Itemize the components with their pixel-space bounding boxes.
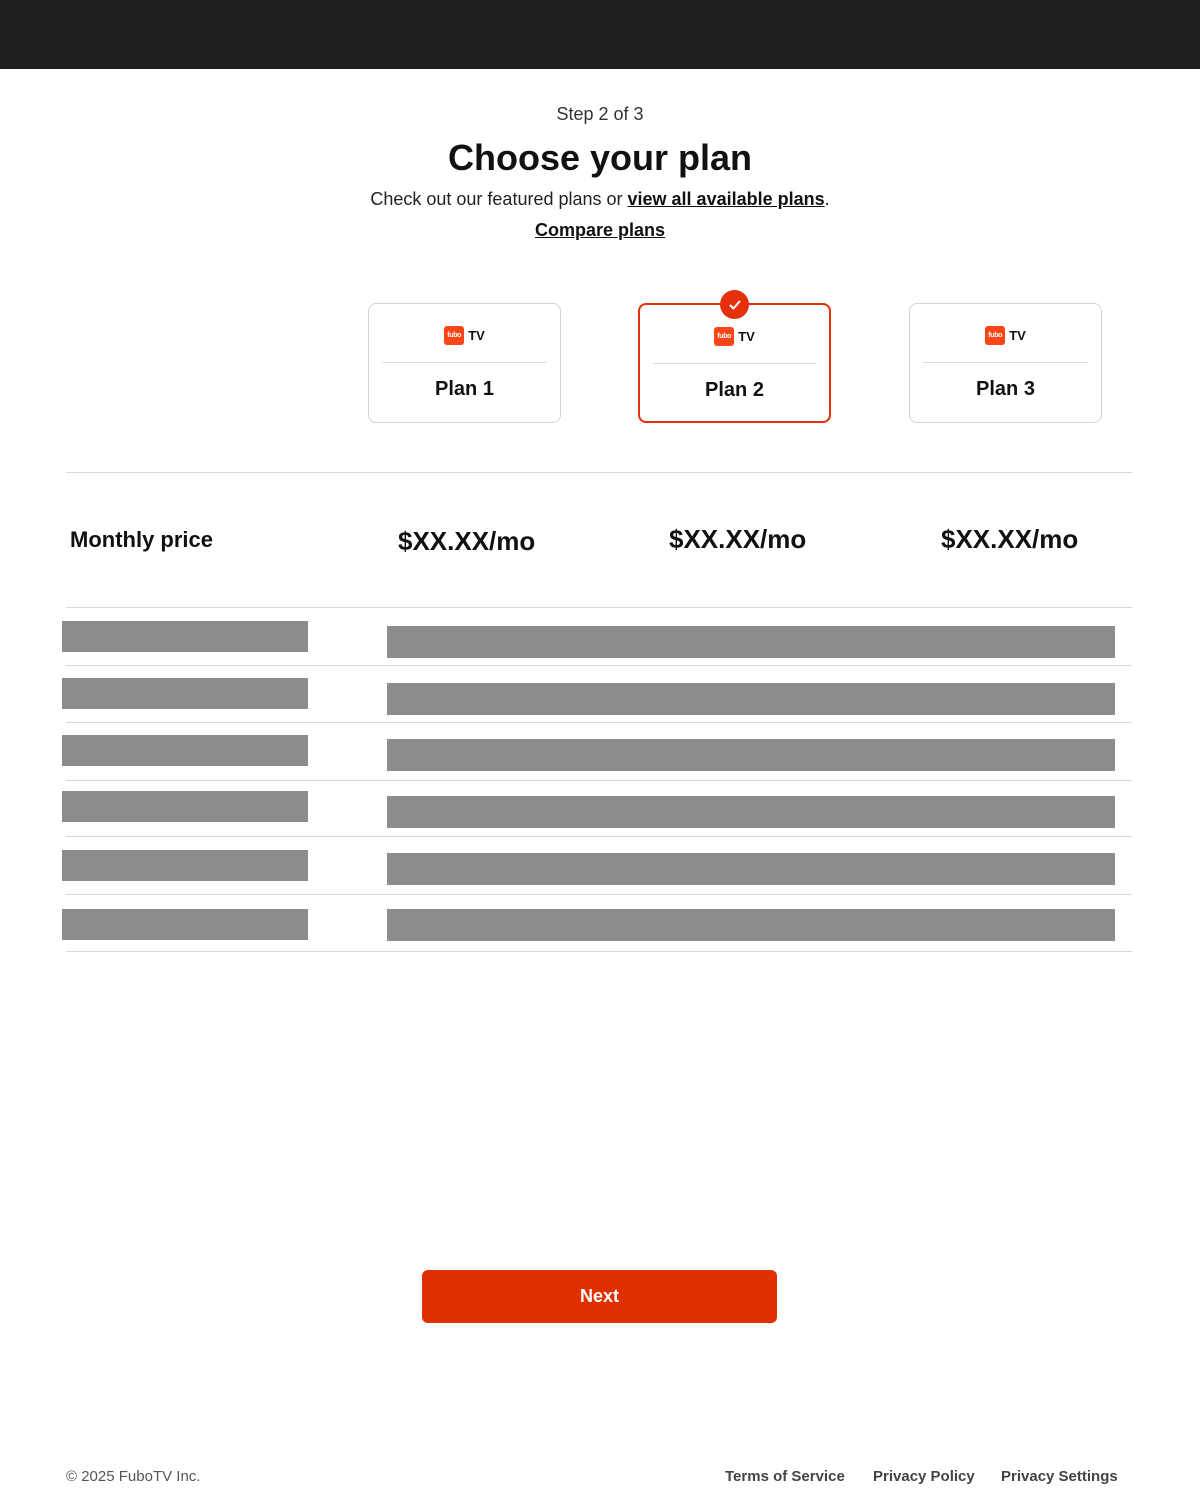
table-divider	[66, 665, 1132, 666]
redacted-feature-value	[387, 683, 1115, 715]
plan-3-price: $XX.XX/mo	[941, 524, 1079, 554]
plan-name: Plan 1	[435, 378, 494, 400]
next-button[interactable]: Next	[422, 1270, 777, 1323]
tv-logo-text: TV	[468, 328, 485, 343]
view-all-plans-link[interactable]: view all available plans	[627, 189, 825, 209]
table-divider	[66, 951, 1132, 952]
plan-card-3[interactable]	[909, 303, 1102, 423]
copyright: © 2025 FuboTV Inc.	[66, 1468, 201, 1485]
terms-of-service-link[interactable]: Terms of Service	[725, 1468, 845, 1485]
fubo-tv-logo	[910, 326, 1101, 345]
fubo-logo-box: fubo	[985, 326, 1005, 345]
table-divider	[66, 894, 1132, 895]
plan-1-price: $XX.XX/mo	[398, 526, 536, 556]
table-divider	[66, 607, 1132, 608]
plan-card-1[interactable]	[368, 303, 561, 423]
page-title: Choose your plan	[447, 137, 753, 178]
card-divider	[653, 363, 816, 364]
fubo-logo-box: fubo	[714, 327, 734, 346]
card-divider	[382, 362, 547, 363]
table-divider	[66, 836, 1132, 837]
redacted-feature-label	[62, 678, 308, 709]
fubo-logo-box: fubo	[444, 326, 464, 345]
fubo-tv-logo	[640, 327, 829, 346]
intro-suffix: .	[824, 189, 830, 209]
redacted-feature-value	[387, 626, 1115, 658]
compare-plans-link[interactable]: Compare plans	[534, 220, 666, 240]
table-divider	[66, 722, 1132, 723]
plan-name: Plan 3	[976, 378, 1035, 400]
fubo-tv-logo	[369, 326, 560, 345]
selected-check-icon	[720, 290, 749, 319]
tv-logo-text: TV	[738, 329, 755, 344]
table-divider	[66, 780, 1132, 781]
plan-card-2[interactable]	[638, 303, 831, 423]
redacted-feature-label	[62, 621, 308, 652]
redacted-feature-value	[387, 909, 1115, 941]
privacy-policy-link[interactable]: Privacy Policy	[873, 1468, 975, 1485]
monthly-price-label: Monthly price	[70, 527, 214, 552]
top-bar	[0, 0, 1200, 69]
redacted-feature-label	[62, 850, 308, 881]
privacy-settings-link[interactable]: Privacy Settings	[1001, 1468, 1118, 1485]
table-divider	[66, 472, 1132, 473]
plan-2-price: $XX.XX/mo	[669, 524, 807, 554]
tv-logo-text: TV	[1009, 328, 1026, 343]
intro-text	[0, 189, 1200, 210]
redacted-feature-label	[62, 909, 308, 940]
redacted-feature-label	[62, 791, 308, 822]
redacted-feature-value	[387, 853, 1115, 885]
redacted-feature-label	[62, 735, 308, 766]
redacted-feature-value	[387, 739, 1115, 771]
step-indicator: Step 2 of 3	[556, 104, 644, 124]
card-divider	[923, 362, 1088, 363]
plan-name: Plan 2	[705, 379, 764, 401]
redacted-feature-value	[387, 796, 1115, 828]
intro-prefix: Check out our featured plans or	[370, 189, 628, 209]
